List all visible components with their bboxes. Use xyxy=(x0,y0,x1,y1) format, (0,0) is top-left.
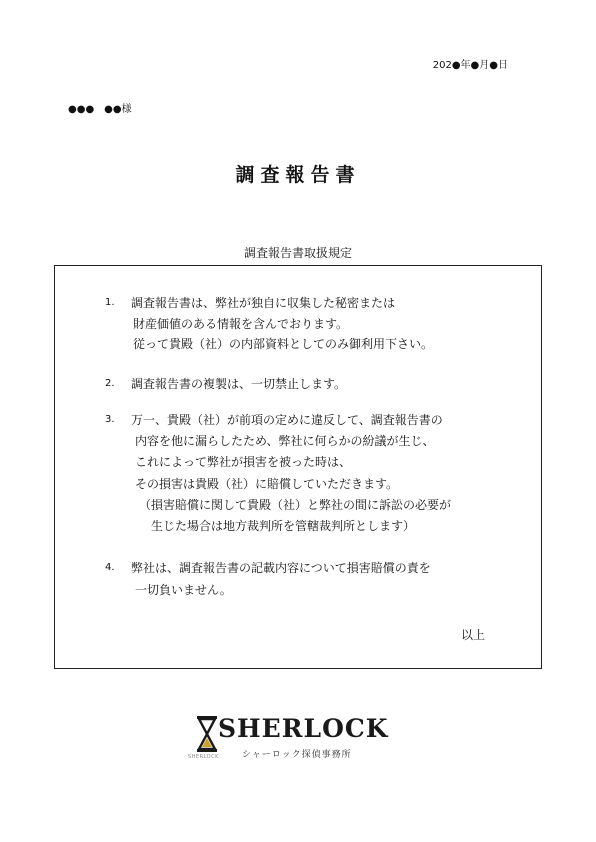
rule-number: 2. xyxy=(105,378,115,389)
rule-line: 調査報告書は、弊社が独自に収集した秘密または xyxy=(131,296,396,310)
rule-line: 一切負いません。 xyxy=(135,582,232,597)
rule-number: 3. xyxy=(105,414,115,425)
rule-line: 内容を他に漏らしたため、弊社に何らかの紛議が生じ、 xyxy=(135,434,435,449)
rule-number: 1. xyxy=(105,297,115,308)
rule-line: 従って貴殿（社）の内部資料としてのみ御利用下さい。 xyxy=(133,337,434,351)
rule-line: これによって弊社が損害を被った時は、 xyxy=(135,455,352,470)
logo-subtitle: シャーロック探偵事務所 xyxy=(242,750,352,760)
rule-number: 4. xyxy=(105,562,115,573)
recipient-name: ●●● ●●様 xyxy=(68,104,132,115)
rules-box xyxy=(54,265,542,669)
logo-wordmark: SHERLOCK xyxy=(218,714,389,743)
sherlock-logo xyxy=(188,714,396,766)
rule-line: 調査報告書の複製は、一切禁止します。 xyxy=(131,377,347,391)
rule-line: （損害賠償に関して貴殿（社）と弊社の間に訴訟の必要が xyxy=(139,497,452,512)
hourglass-icon xyxy=(196,716,218,752)
closing-text: 以上 xyxy=(460,628,485,642)
rule-line: 弊社は、調査報告書の記載内容について損害賠償の責を xyxy=(131,561,431,575)
report-date: 202●年●月●日 xyxy=(432,60,508,71)
logo-small-text: SHERLOCK xyxy=(188,754,219,760)
rule-line: 財産価値のある情報を含んでおります。 xyxy=(133,316,349,331)
document-title: 調査報告書 xyxy=(235,164,361,186)
rule-line: その損害は貴殿（社）に賠償していただきます。 xyxy=(135,476,399,491)
rules-heading: 調査報告書取扱規定 xyxy=(243,246,352,260)
rule-line: 万一、貴殿（社）が前項の定めに違反して、調査報告書の xyxy=(131,413,443,427)
rule-line: 生じた場合は地方裁判所を管轄裁判所とします） xyxy=(151,519,416,534)
